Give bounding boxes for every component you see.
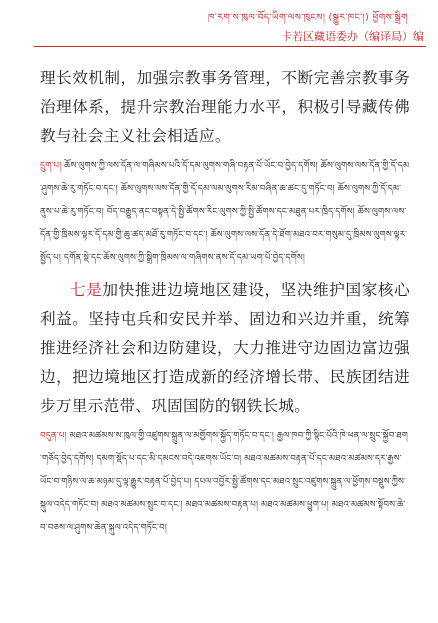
tibetan-paragraph-1-lead: དྲུག་པ། [40, 161, 62, 171]
tibetan-paragraph-2-lead: བདུན་པ། [40, 431, 67, 441]
chinese-paragraph-2-lead: 七是 [70, 281, 103, 299]
document-header [0, 0, 438, 56]
tibetan-paragraph-2-text: མཐའ་མཚམས་ས་ཁུལ་གྱི་འཛུགས་སྐྲུན་ལ་མགྱོགས་སྐྱོད་གཏོང་བ་དང་། རྒྱལ་ཁབ་ཀྱི་སྙིང་པོའི་ཁེ་ཕན་ལ་སྲུང་སྐྱོབ་ཐག་གཅོད་བྱེད་དགོས། དམག་སྡོད་པ་དང་མི་དམངས་བདེ་འཇགས་ཡོང་བ། མཐའ་མཚམས་བརྟན་པོ་དང་མཐའ་མཚམས་དར་རྒྱས་ཡོང་བ་གཉིས་ལ་ཆ་མཉམ་དུ་ལྟ་རྒྱུར་བརྟན་པོ་བྱེད་པ། དཔལ་འབྱོར་སྤྱི་ཚོགས་དང་མཐའ་སྲུང་འཛུགས་སྐྲུན་ལ་ཕྱོགས་བསྡུས་ཀྱིས་སྐུལ་འདེད་གཏོང་བ། མཐའ་མཚམས་སྲུང་བ་དང་། མཐའ་མཚམས་བརྟན་པ། མཐའ་མཚམས་ཕྱུག་པ། མཐའ་མཚམས་སྟོབས་ཆེ་བ་བཅས་ལ་ཤུགས་ཆེན་སྐུལ་འདེད་གཏོང་བ། [40, 431, 409, 533]
header-chinese-title: 卡若区藏语委办（编译局）编 [281, 30, 424, 43]
tibetan-paragraph-1-text: ཆོས་ལུགས་ཀྱི་ལས་དོན་ལ་གཞིམས་པའི་དོ་དམ་ལུགས་གཞི་བརྟན་པོ་ཡོང་བ་བྱེད་དགོས། ཆོས་ལུགས་ལས་དོན་གྱི་དོ་དམ་ཤུགས་ཆེ་རུ་གཏོང་བ་དང་། ཆོས་ལུགས་ལས་དོན་གྱི་དོ་དམ་ལམ་ལུགས་རིམ་བཞིན་ཆ་ཚང་དུ་གཏོང་བ། ཆོས་ལུགས་ཀྱི་དོ་དམ་ནུས་པ་ཆེ་རུ་གཏོང་བ། བོད་བརྒྱུད་ནང་བསྟན་དེ་སྤྱི་ཚོགས་རིང་ལུགས་ཀྱི་སྤྱི་ཚོགས་དང་མཐུན་པར་ཁྲིད་དགོས། ཆོས་ལུགས་ལས་དོན་གྱི་ཁྲིམས་ལྟར་དོ་དམ་གྱི་ཆུ་ཚད་མཐོ་རུ་གཏོང་བ་དང་། ཆོས་ལུགས་ལས་དོན་དེ་ཐོག་མཐའ་བར་གསུམ་དུ་ཁྲིམས་ལུགས་ལྟར་སྤྱོད་པ། དགོན་སྡེ་དང་ཆོས་ལུགས་ཀྱི་སྒྲིག་ཁྲིམས་ལ་གཞིགས་ནས་དོ་དམ་ཡག་པོ་བྱེད་དགོས། [40, 161, 410, 263]
chinese-paragraph-2 [40, 276, 410, 421]
header-divider [34, 46, 426, 47]
tibetan-paragraph-1 [40, 155, 410, 270]
chinese-paragraph-1: 理长效机制，加强宗教事务管理，不断完善宗教事务治理体系，提升宗教治理能力水平，积极引导藏传佛教与社会主义社会相适应。 [40, 69, 410, 145]
header-tibetan-title: ཁ་རག་ས་ཁུལ་བོད་ཡིག་ལས་ཁུངས། (སྒྱུར་ཁང་།) ཕྱོགས་སྒྲིག [208, 13, 408, 23]
document-body [40, 64, 410, 540]
tibetan-paragraph-2 [40, 425, 410, 540]
chinese-paragraph-2-text: 加快推进边境地区建设，坚决维护国家核心利益。坚持屯兵和安民并举、固边和兴边并重，统筹推进经济社会和边防建设，大力推进守边固边富边强边，把边境地区打造成新的经济增长带、民族团结进步万里示范带、巩固国防的钢铁长城。 [40, 281, 411, 415]
